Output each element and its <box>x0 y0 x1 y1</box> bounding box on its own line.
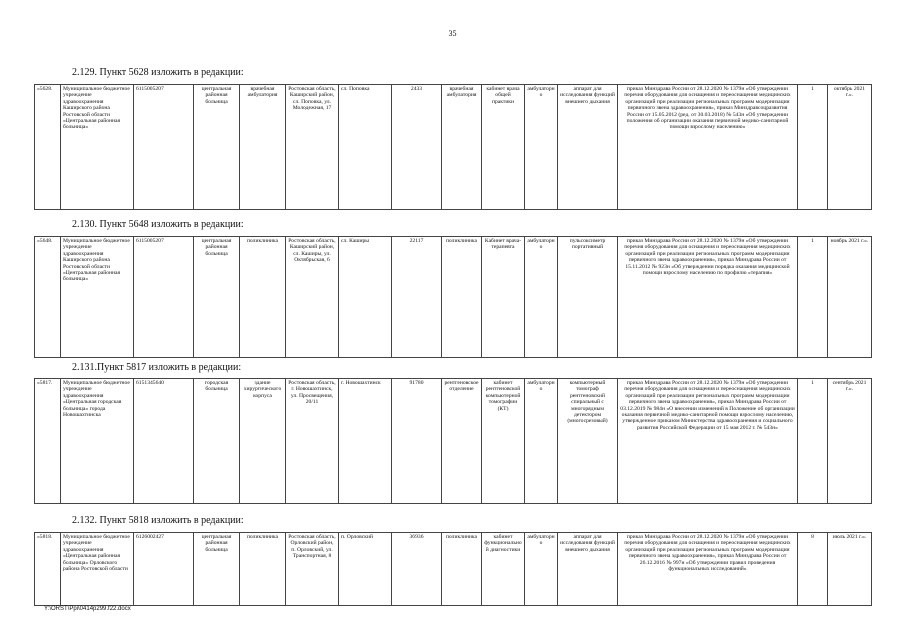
cell-num: «5818. <box>35 533 61 606</box>
cell-room: кабинет врача общей практики <box>482 85 525 210</box>
cell-docs: приказ Минздрава России от 28.12.2020 № 1379н «Об утверждении перечня оборудования для оснащения и переоснащения медицинских организаций при реализации региональных программ модернизации первичного звена здравоохранения», приказ Минздрава России от 03.12.2019 № 984н «О внесении изменений в Положение об организации оказания первичной медико-санитарной помощи взрослому населению, утвержденное приказом Министерства здравоохранения и социального развития Российской Федерации от 15 мая 2012 г. № 543н» <box>618 379 798 504</box>
cell-care: амбулаторно <box>525 533 558 606</box>
cell-address: Ростовская область, Орловский район, п. Орловский, ул. Транспортная, 8 <box>286 533 339 606</box>
cell-equipment: компьютерный томограф рентгеновский спиральный с многорядным детектором (многосрезовый) <box>558 379 618 504</box>
cell-type: городская больница <box>194 379 240 504</box>
cell-docs: приказ Минздрава России от 28.12.2020 № 1379н «Об утверждении перечня оборудования для оснащения и переоснащения медицинских организаций при реализации региональных программ модернизации первичного звена здравоохранения», приказ Минздравсоцразвития России от 15.05.2012 (ред. от 30.03.2018) № 543н «Об утверждении положения об организации оказания первичной медико-санитарной помощи взрослому населению» <box>618 85 798 210</box>
section-heading-2-131: 2.131.Пункт 5817 изложить в редакции: <box>72 362 242 373</box>
cell-dept: поликлиника <box>442 237 482 358</box>
table-5628 <box>34 84 872 210</box>
cell-date: сентябрь 2021 г.». <box>828 379 872 504</box>
cell-locality: г. Новошахтинск <box>339 379 392 504</box>
section-heading-2-132: 2.132. Пункт 5818 изложить в редакции: <box>72 515 244 526</box>
table-5817 <box>34 378 872 504</box>
cell-inn: 6151345640 <box>134 379 194 504</box>
cell-dept: врачебная амбулатория <box>442 85 482 210</box>
cell-num: «5628. <box>35 85 61 210</box>
cell-num: «5817. <box>35 379 61 504</box>
cell-type: центральная районная больница <box>194 237 240 358</box>
cell-qty: 1 <box>798 237 828 358</box>
cell-docs: приказ Минздрава России от 28.12.2020 № 1379н «Об утверждении перечня оборудования для оснащения и переоснащения медицинских организаций при реализации региональных программ модернизации первичного звена здравоохранения», приказ Минздрава России от 15.11.2012 № 923н «Об утверждении порядка оказания медицинской помощи взрослому населению по профилю «терапия» <box>618 237 798 358</box>
cell-date: октябрь 2021 г.». <box>828 85 872 210</box>
cell-address: Ростовская область, Каширский район, сл. Каширы, ул. Октябрьская, 6 <box>286 237 339 358</box>
cell-address: Ростовская область, Каширский район, сл. Поповка, ул. Молодежная, 17 <box>286 85 339 210</box>
cell-unit: врачебная амбулатория <box>240 85 286 210</box>
cell-locality: п. Орловский <box>339 533 392 606</box>
cell-population: 22117 <box>392 237 442 358</box>
cell-care: амбулаторно <box>525 85 558 210</box>
section-heading-2-130: 2.130. Пункт 5648 изложить в редакции: <box>72 219 244 230</box>
cell-inn: 6115005207 <box>134 237 194 358</box>
cell-equipment: аппарат для исследования функций внешнего дыхания <box>558 533 618 606</box>
section-heading-2-129: 2.129. Пункт 5628 изложить в редакции: <box>72 67 244 78</box>
cell-room: кабинет рентгеновской компьютерной томографии (КТ) <box>482 379 525 504</box>
page-number: 35 <box>448 29 457 38</box>
cell-unit: здание хирургического корпуса <box>240 379 286 504</box>
cell-org: Муниципальное бюджетное учреждение здравоохранения Каширского района Ростовской области «Центральная районная больница» <box>61 85 134 210</box>
cell-org: Муниципальное бюджетное учреждение здравоохранения «Центральная районная больница» Орловского района Ростовской области <box>61 533 134 606</box>
cell-org: Муниципальное бюджетное учреждение здравоохранения Каширского района Ростовской области «Центральная районная больница» <box>61 237 134 358</box>
cell-population: 91780 <box>392 379 442 504</box>
cell-unit: поликлиника <box>240 533 286 606</box>
cell-date: ноябрь 2021 г.». <box>828 237 872 358</box>
cell-unit: поликлиника <box>240 237 286 358</box>
table-row <box>35 379 872 504</box>
table-row <box>35 237 872 358</box>
table-row <box>35 533 872 606</box>
cell-dept: рентгеновское отделение <box>442 379 482 504</box>
cell-care: амбулаторно <box>525 237 558 358</box>
cell-org: Муниципальное бюджетное учреждение здравоохранения «Центральная городская больница» города Новошахтинска <box>61 379 134 504</box>
cell-locality: сл. Каширы <box>339 237 392 358</box>
cell-care: амбулаторно <box>525 379 558 504</box>
cell-room: кабинет функциональной диагностики <box>482 533 525 606</box>
cell-qty: 8 <box>798 533 828 606</box>
table-5648 <box>34 236 872 358</box>
cell-docs: приказ Минздрава России от 28.12.2020 № 1379н «Об утверждении перечня оборудования для оснащения и переоснащения медицинских организаций при реализации региональных программ модернизации первичного звена здравоохранения», приказ Минздрава России от 26.12.2016 № 997н «Об утверждении правил проведения функциональных исследований» <box>618 533 798 606</box>
cell-qty: 1 <box>798 379 828 504</box>
file-path-footer: Y:\ORST\Ppi\0414p299.f22.docx <box>44 606 131 612</box>
cell-qty: 1 <box>798 85 828 210</box>
cell-type: центральная районная больница <box>194 85 240 210</box>
cell-population: 2433 <box>392 85 442 210</box>
cell-date: июль 2021 г.». <box>828 533 872 606</box>
cell-locality: сл. Поповка <box>339 85 392 210</box>
cell-type: центральная районная больница <box>194 533 240 606</box>
cell-room: Кабинет врача-терапевта <box>482 237 525 358</box>
cell-address: Ростовская область, г. Новошахтинск, ул. Просвещения, 20/11 <box>286 379 339 504</box>
cell-num: «5648. <box>35 237 61 358</box>
table-5818 <box>34 532 872 606</box>
cell-dept: поликлиника <box>442 533 482 606</box>
cell-inn: 6126002427 <box>134 533 194 606</box>
cell-inn: 6115005207 <box>134 85 194 210</box>
table-row <box>35 85 872 210</box>
cell-equipment: аппарат для исследования функций внешнего дыхания <box>558 85 618 210</box>
cell-population: 36936 <box>392 533 442 606</box>
cell-equipment: пульсоксиметр портативный <box>558 237 618 358</box>
